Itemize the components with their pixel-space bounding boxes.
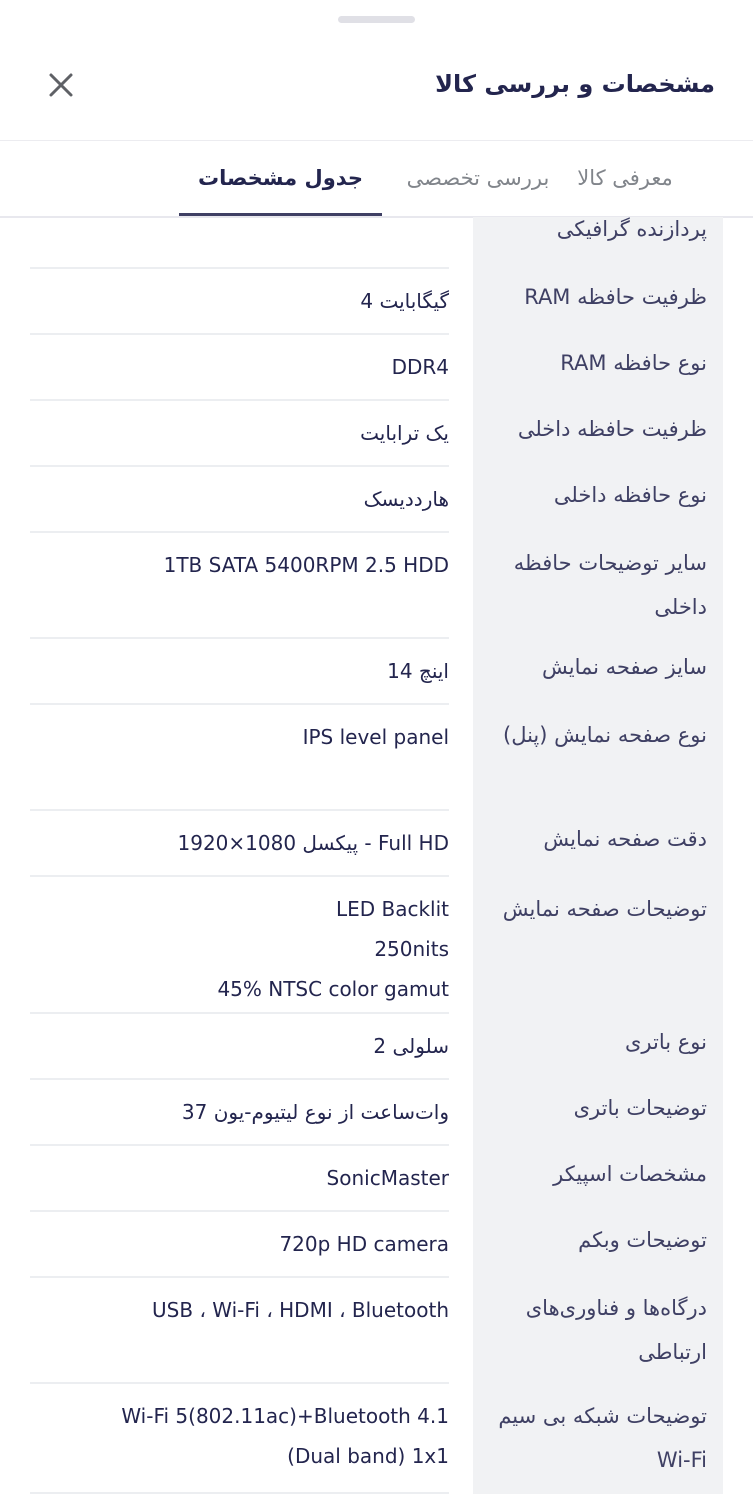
spec-row — [0, 1146, 753, 1212]
spec-values — [30, 1396, 449, 1476]
spec-label: نوع باتری — [624, 1030, 707, 1054]
spec-value-cell — [30, 811, 449, 877]
spec-row — [0, 217, 753, 269]
tab-product-intro[interactable]: معرفی کالا — [577, 165, 673, 190]
spec-values — [30, 1290, 449, 1330]
spec-row — [0, 533, 753, 639]
spec-row — [0, 1278, 753, 1384]
spec-label: ظرفیت حافظه RAM — [524, 285, 707, 309]
spec-label-cell — [473, 1146, 723, 1212]
spec-value: 1TB SATA 5400RPM 2.5 HDD — [163, 553, 449, 577]
spec-label: سایر توضیحات حافظه داخلی — [513, 551, 707, 619]
spec-values — [30, 479, 449, 519]
spec-value-cell — [30, 1080, 449, 1146]
spec-label-cell — [473, 269, 723, 335]
spec-label-cell — [473, 1278, 723, 1384]
spec-label: نوع حافظه RAM — [560, 351, 707, 375]
spec-value-cell — [30, 401, 449, 467]
spec-label-cell — [473, 1014, 723, 1080]
spec-value: SonicMaster — [326, 1166, 449, 1190]
spec-values — [30, 651, 449, 691]
spec-label-cell — [473, 639, 723, 705]
spec-value-cell — [30, 533, 449, 639]
spec-row — [0, 705, 753, 811]
spec-label: سایز صفحه نمایش — [541, 655, 707, 679]
spec-values — [30, 347, 449, 387]
spec-value-cell — [30, 1212, 449, 1278]
spec-label-cell — [473, 467, 723, 533]
spec-values — [30, 1224, 449, 1264]
spec-label-cell — [473, 1212, 723, 1278]
close-button[interactable] — [40, 64, 82, 106]
spec-row — [0, 811, 753, 877]
spec-label: دقت صفحه نمایش — [543, 827, 707, 851]
spec-values — [30, 413, 449, 453]
spec-label: توضیحات وبکم — [578, 1228, 707, 1252]
spec-value-cell — [30, 1384, 449, 1494]
spec-row — [0, 1384, 753, 1494]
spec-value: 4 گیگابایت — [360, 289, 449, 313]
tab-expert-review[interactable]: بررسی تخصصی — [406, 165, 550, 190]
spec-label: توضیحات شبکه بی سیم Wi-Fi — [498, 1404, 707, 1472]
spec-value-cell — [30, 1146, 449, 1212]
spec-value: 720p HD camera — [279, 1232, 449, 1256]
spec-value: (Dual band) 1x1 — [287, 1444, 449, 1468]
spec-label-cell — [473, 533, 723, 639]
spec-table — [0, 217, 753, 1500]
spec-row — [0, 1014, 753, 1080]
spec-label-cell — [473, 401, 723, 467]
spec-label-cell — [473, 811, 723, 877]
spec-values — [30, 1026, 449, 1066]
spec-label-cell — [473, 877, 723, 1014]
spec-value-cell — [30, 467, 449, 533]
spec-label: توضیحات صفحه نمایش — [502, 897, 707, 921]
spec-label: نوع حافظه داخلی — [553, 483, 707, 507]
spec-value-cell — [30, 1278, 449, 1384]
spec-value: DDR4 — [391, 355, 449, 379]
spec-label-cell — [473, 1384, 723, 1494]
spec-row — [0, 877, 753, 1014]
spec-row — [0, 467, 753, 533]
spec-row — [0, 639, 753, 705]
spec-label: نوع صفحه نمایش (پنل) — [503, 723, 707, 747]
spec-value-cell — [30, 877, 449, 1014]
spec-value: 37 وات‌ساعت از نوع لیتیوم-یون — [181, 1100, 449, 1124]
spec-value: 2 سلولی — [373, 1034, 449, 1058]
spec-value: 45% NTSC color gamut — [217, 977, 449, 1001]
spec-value-cell — [30, 217, 449, 269]
tab-specifications[interactable]: جدول مشخصات — [179, 141, 382, 214]
spec-value-cell — [30, 639, 449, 705]
tab-bar — [0, 141, 753, 218]
spec-value: USB ، Wi-Fi ، HDMI ، Bluetooth — [152, 1298, 449, 1322]
spec-label-cell — [473, 217, 723, 269]
spec-value-cell — [30, 1014, 449, 1080]
page-title: مشخصات و بررسی کالا — [435, 70, 715, 98]
spec-row — [0, 269, 753, 335]
spec-values — [30, 1092, 449, 1132]
spec-value: هارددیسک — [363, 487, 449, 511]
spec-label-cell — [473, 705, 723, 811]
sheet-header — [0, 40, 753, 141]
spec-label-cell — [473, 335, 723, 401]
spec-value-cell — [30, 335, 449, 401]
spec-row — [0, 1080, 753, 1146]
spec-label: درگاه‌ها و فناوری‌های ارتباطی — [525, 1296, 707, 1364]
spec-row — [0, 401, 753, 467]
spec-value-cell — [30, 705, 449, 811]
spec-value: 1920×1080 پیکسل - Full HD — [177, 831, 449, 855]
spec-value: 250nits — [374, 937, 449, 961]
spec-values — [30, 281, 449, 321]
spec-row — [0, 1212, 753, 1278]
spec-values — [30, 717, 449, 757]
spec-value: Wi-Fi 5(802.11ac)+Bluetooth 4.1 — [121, 1404, 449, 1428]
spec-label: مشخصات اسپیکر — [553, 1162, 707, 1186]
spec-values — [30, 889, 449, 1009]
spec-value-cell — [30, 269, 449, 335]
spec-label: توضیحات باتری — [573, 1096, 707, 1120]
spec-value: 14 اینچ — [387, 659, 449, 683]
spec-row — [0, 335, 753, 401]
spec-value: یک ترابایت — [360, 421, 449, 445]
spec-label: پردازنده گرافیکی — [556, 217, 707, 241]
spec-label: ظرفیت حافظه داخلی — [517, 417, 707, 441]
close-icon — [47, 71, 75, 99]
spec-values — [30, 823, 449, 863]
spec-value: IPS level panel — [302, 725, 449, 749]
spec-value: LED Backlit — [335, 897, 449, 921]
spec-label-cell — [473, 1080, 723, 1146]
spec-values — [30, 1158, 449, 1198]
drag-handle[interactable] — [338, 16, 415, 23]
spec-values — [30, 545, 449, 585]
